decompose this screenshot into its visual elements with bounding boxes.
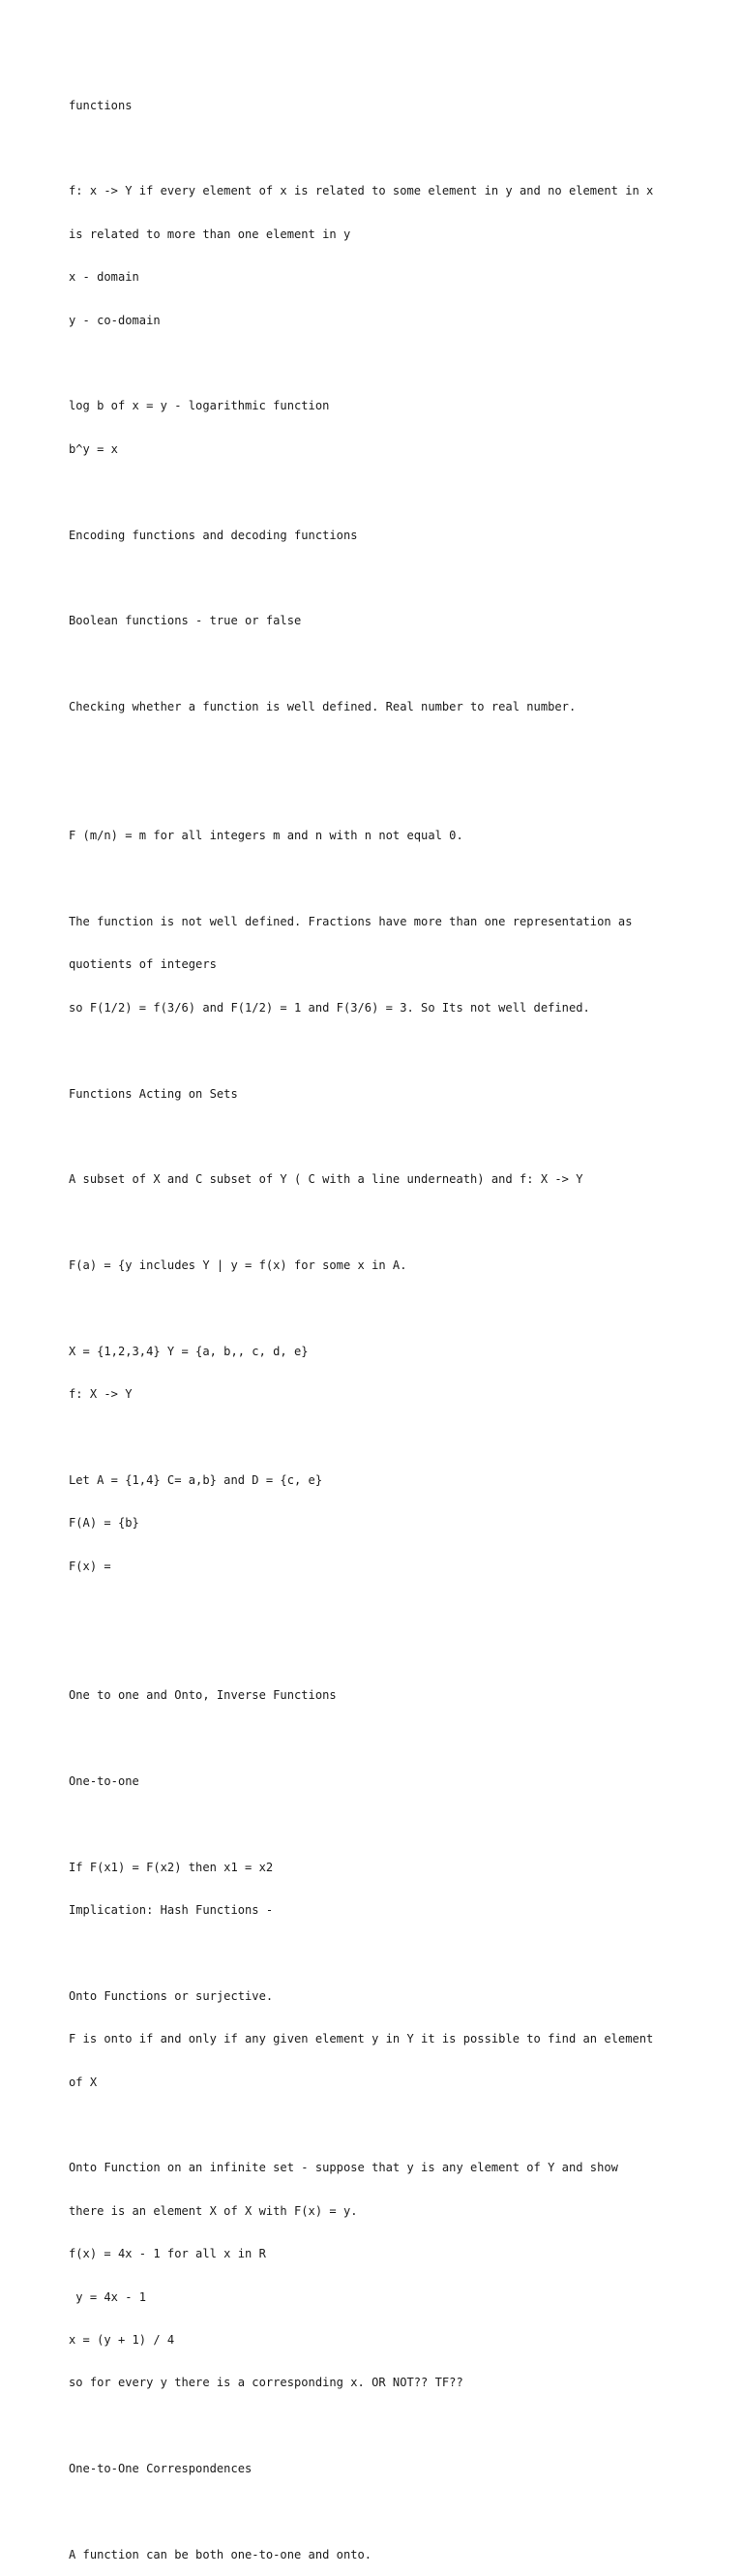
text-line: x = (y + 1) / 4	[69, 2332, 175, 2347]
text-line: One to one and Onto, Inverse Functions	[69, 1688, 337, 1703]
text-line: One-to-One Correspondences	[69, 2462, 253, 2476]
text-line	[69, 356, 707, 371]
text-line	[69, 2504, 707, 2519]
text-line: X = {1,2,3,4} Y = {a, b,, c, d, e}	[69, 1344, 309, 1358]
document-body	[69, 70, 707, 2576]
text-line	[69, 1731, 707, 1745]
text-line: quotients of integers	[69, 957, 217, 972]
text-line: Functions Acting on Sets	[69, 1086, 238, 1101]
text-line	[69, 1602, 707, 1617]
text-line	[69, 1302, 707, 1317]
text-line: there is an element X of X with F(x) = y.	[69, 2203, 358, 2218]
text-line: Onto Functions or surjective.	[69, 1988, 274, 2003]
text-line: of X	[69, 2075, 98, 2089]
text-line: is related to more than one element in y	[69, 227, 351, 241]
text-line: b^y = x	[69, 441, 118, 456]
text-line	[69, 1817, 707, 1832]
text-line: Onto Function on an infinite set - suppose that y is any element of Y and show	[69, 2161, 618, 2175]
text-line: f(x) = 4x - 1 for all x in R	[69, 2247, 266, 2261]
text-line: Implication: Hash Functions -	[69, 1903, 274, 1917]
text-line: Let A = {1,4} C= a,b} and D = {c, e}	[69, 1473, 323, 1488]
text-line: so F(1/2) = f(3/6) and F(1/2) = 1 and F(3/6) = 3. So Its not well defined.	[69, 1000, 590, 1015]
text-line	[69, 1216, 707, 1230]
text-line: f: x -> Y if every element of x is related to some element in y and no element in x	[69, 184, 654, 198]
text-line: y = 4x - 1	[69, 2289, 147, 2304]
text-line	[69, 485, 707, 500]
text-line: Checking whether a function is well defined. Real number to real number.	[69, 700, 577, 714]
text-line: F is onto if and only if any given element y in Y it is possible to find an element	[69, 2032, 654, 2046]
text-line: log b of x = y - logarithmic function	[69, 399, 330, 413]
text-line: F(a) = {y includes Y | y = f(x) for some x in A.	[69, 1258, 407, 1273]
text-line: One-to-one	[69, 1773, 139, 1788]
text-line: A subset of X and C subset of Y ( C with a line underneath) and f: X -> Y	[69, 1172, 583, 1187]
text-line	[69, 657, 707, 672]
text-line	[69, 1130, 707, 1144]
text-line: x - domain	[69, 270, 139, 285]
text-line	[69, 786, 707, 801]
text-line: F(x) =	[69, 1559, 111, 1573]
text-line: y - co-domain	[69, 313, 161, 327]
text-line: F (m/n) = m for all integers m and n with n not equal 0.	[69, 829, 463, 843]
text-line	[69, 1044, 707, 1058]
text-line: functions	[69, 98, 133, 112]
text-line: F(A) = {b}	[69, 1516, 139, 1530]
text-line: The function is not well defined. Fractions have more than one representation as	[69, 915, 633, 929]
text-line	[69, 2118, 707, 2133]
text-line: If F(x1) = F(x2) then x1 = x2	[69, 1860, 274, 1874]
text-line: f: X -> Y	[69, 1387, 133, 1402]
text-line: so for every y there is a corresponding x. OR NOT?? TF??	[69, 2376, 463, 2390]
text-line	[69, 141, 707, 156]
text-line	[69, 571, 707, 586]
text-line	[69, 742, 707, 757]
text-line	[69, 1646, 707, 1660]
text-line: Encoding functions and decoding functions	[69, 528, 358, 542]
text-line	[69, 1431, 707, 1445]
text-line	[69, 2419, 707, 2434]
text-line	[69, 872, 707, 887]
text-line: Boolean functions - true or false	[69, 614, 302, 628]
text-line: A function can be both one-to-one and onto.	[69, 2547, 372, 2561]
text-line	[69, 1946, 707, 1960]
